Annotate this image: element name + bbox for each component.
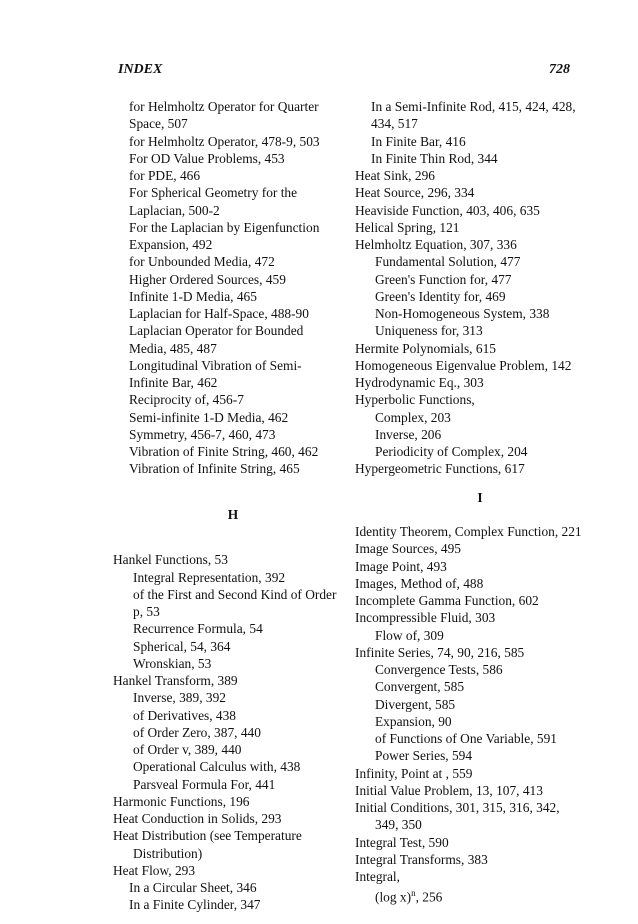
index-entry: Laplacian, 500-2: [129, 202, 220, 218]
index-column-right: [355, 98, 605, 906]
index-entry: for Unbounded Media, 472: [129, 254, 275, 270]
index-subentry: Recurrence Formula, 54: [133, 621, 263, 637]
index-subentry: In a Finite Cylinder, 347: [129, 897, 261, 913]
index-subentry: In Finite Thin Rod, 344: [371, 150, 498, 166]
index-subentry: Non-Homogeneous System, 338: [375, 306, 550, 321]
index-entry: Image Point, 493: [355, 558, 447, 574]
index-subentry: In a Semi-Infinite Rod, 415, 424, 428,: [371, 99, 576, 114]
index-entry: Infinite Series, 74, 90, 216, 585: [355, 644, 525, 660]
index-entry: Helical Spring, 121: [355, 219, 460, 235]
index-entry: Heat Conduction in Solids, 293: [113, 811, 282, 826]
index-subentry: Complex, 203: [375, 409, 451, 425]
index-subentry: Uniqueness for, 313: [375, 323, 483, 339]
index-entry: Helmholtz Equation, 307, 336: [355, 237, 517, 252]
index-entry: Hankel Functions, 53: [113, 552, 228, 568]
index-entry: Higher Ordered Sources, 459: [129, 271, 286, 287]
index-subentry: Inverse, 206: [375, 426, 442, 442]
index-subentry: Divergent, 585: [375, 696, 456, 712]
index-entry: Incomplete Gamma Function, 602: [355, 593, 539, 608]
index-entry: Infinite 1-D Media, 465: [129, 288, 257, 304]
index-entry: Hydrodynamic Eq., 303: [355, 375, 484, 390]
index-subentry: Periodicity of Complex, 204: [375, 444, 528, 459]
index-column-left: [113, 98, 353, 914]
index-entry: Integral Test, 590: [355, 834, 449, 850]
index-subentry: p, 53: [133, 604, 160, 619]
section-heading-i: I: [477, 489, 483, 505]
index-entry: for PDE, 466: [129, 168, 201, 183]
index-subentry: of Functions of One Variable, 591: [375, 731, 557, 746]
page-number: 728: [549, 62, 570, 77]
index-entry: Heaviside Function, 403, 406, 635: [355, 202, 540, 218]
index-entry: Reciprocity of, 456-7: [129, 392, 244, 408]
index-subentry: Spherical, 54, 364: [133, 638, 231, 654]
index-entry: Incompressible Fluid, 303: [355, 610, 496, 626]
index-entry: For Spherical Geometry for the: [129, 185, 298, 201]
index-subentry: Convergent, 585: [375, 679, 465, 695]
index-subentry: Fundamental Solution, 477: [375, 254, 521, 270]
section-heading-h: H: [227, 506, 239, 522]
index-entry: Laplacian for Half-Space, 488-90: [129, 306, 309, 321]
index-subentry: Parsveal Formula For, 441: [133, 776, 276, 792]
index-subentry: [355, 885, 605, 906]
formula-exponent: n: [411, 888, 416, 899]
index-entry: Hermite Polynomials, 615: [355, 340, 496, 356]
index-subentry: Green's Function for, 477: [375, 271, 512, 287]
formula-pages: , 256: [415, 889, 443, 905]
index-subentry: of Order v, 389, 440: [133, 742, 242, 757]
index-entry: Space, 507: [129, 116, 188, 132]
index-entry: Harmonic Functions, 196: [113, 793, 250, 809]
index-entry: Vibration of Infinite String, 465: [129, 461, 300, 477]
index-subentry: Wronskian, 53: [133, 655, 212, 671]
index-entry: Longitudinal Vibration of Semi-: [129, 357, 302, 373]
index-subentry: of Order Zero, 387, 440: [133, 724, 261, 740]
index-entry: Heat Sink, 296: [355, 168, 435, 183]
index-entry: Laplacian Operator for Bounded: [129, 323, 304, 339]
index-entry: for Helmholtz Operator for Quarter: [129, 99, 319, 114]
index-entry: Symmetry, 456-7, 460, 473: [129, 426, 276, 442]
index-entry: Hypergeometric Functions, 617: [355, 461, 525, 477]
index-subentry: Convergence Tests, 586: [375, 662, 503, 677]
index-subentry: Operational Calculus with, 438: [133, 759, 301, 775]
formula-base: (log x): [375, 889, 412, 905]
index-subentry: of the First and Second Kind of Order: [133, 586, 337, 602]
index-entry: For OD Value Problems, 453: [129, 150, 285, 166]
index-entry: Hankel Transform, 389: [113, 673, 238, 688]
index-entry: Initial Value Problem, 13, 107, 413: [355, 782, 543, 798]
index-subentry: 434, 517: [371, 116, 418, 132]
index-entry: for Helmholtz Operator, 478-9, 503: [129, 133, 320, 149]
index-entry: Infinity, Point at , 559: [355, 765, 473, 781]
index-entry: Integral,: [355, 869, 400, 884]
page-header: [118, 62, 570, 82]
index-entry: Vibration of Finite String, 460, 462: [129, 444, 319, 459]
index-entry: Infinite Bar, 462: [129, 375, 218, 390]
index-entry: Heat Source, 296, 334: [355, 185, 475, 201]
index-subentry: In a Circular Sheet, 346: [129, 880, 257, 895]
index-subentry: Expansion, 90: [375, 713, 452, 729]
index-entry: Heat Distribution (see Temperature: [113, 828, 302, 844]
index-subentry: In Finite Bar, 416: [371, 133, 466, 149]
index-subentry: Integral Representation, 392: [133, 569, 286, 585]
index-subentry: Green's Identity for, 469: [375, 288, 506, 304]
index-entry: Semi-infinite 1-D Media, 462: [129, 409, 289, 425]
index-entry: Integral Transforms, 383: [355, 851, 488, 867]
index-entry: Heat Flow, 293: [113, 862, 196, 878]
running-title: INDEX: [118, 62, 163, 77]
index-subentry: Power Series, 594: [375, 748, 473, 764]
index-entry: For the Laplacian by Eigenfunction: [129, 219, 320, 235]
index-subentry: Inverse, 389, 392: [133, 690, 226, 706]
index-entry: Image Sources, 495: [355, 541, 461, 557]
index-entry: Expansion, 492: [129, 237, 213, 252]
index-entry: Hyperbolic Functions,: [355, 392, 475, 408]
index-entry: Initial Conditions, 301, 315, 316, 342,: [355, 800, 560, 815]
index-subentry: Flow of, 309: [375, 627, 444, 643]
index-subentry: of Derivatives, 438: [133, 707, 237, 723]
index-entry: Identity Theorem, Complex Function, 221: [355, 524, 582, 539]
index-entry: Images, Method of, 488: [355, 575, 484, 591]
index-subentry: 349, 350: [375, 817, 422, 833]
index-subentry: Distribution): [133, 845, 203, 861]
index-entry: Media, 485, 487: [129, 340, 217, 356]
index-entry: Homogeneous Eigenvalue Problem, 142: [355, 357, 572, 373]
